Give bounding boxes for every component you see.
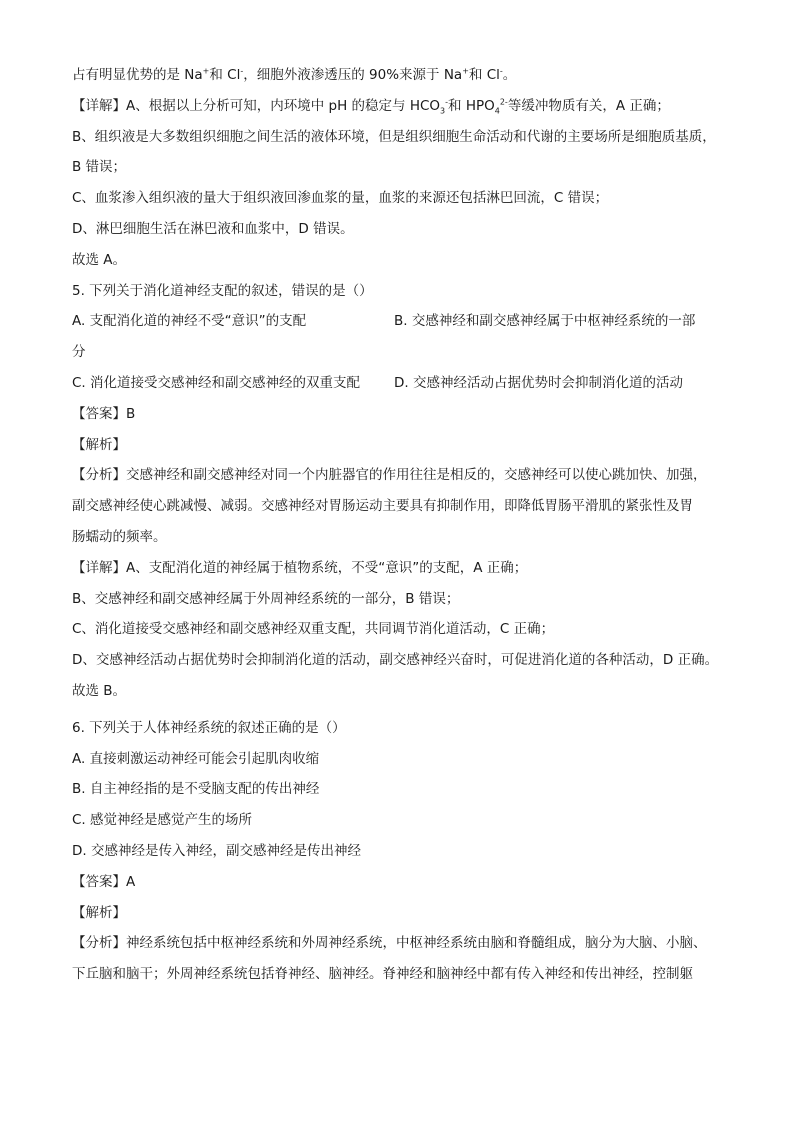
question-5-options-row-1 <box>72 306 732 337</box>
option-c: C. 消化道接受交感神经和副交感神经的双重支配 <box>72 374 361 391</box>
detail-text: 【详解】A、支配消化道的神经属于植物系统，不受“意识”的支配，A 正确； <box>72 559 528 576</box>
option-b: B. 自主神经指的是不受脑支配的传出神经 <box>72 781 320 798</box>
option-d: D. 交感神经活动占据优势时会抑制消化道的活动 <box>394 374 683 391</box>
subscript: 3 <box>440 106 446 116</box>
superscript: + <box>462 66 469 76</box>
text-span: 【详解】A、根据以上分析可知，内环境中 pH 的稳定与 HCO <box>72 97 441 114</box>
question-5-stem: 5. 下列关于消化道神经支配的叙述，错误的是（） <box>72 282 373 299</box>
detail-text: B、交感神经和副交感神经属于外周神经系统的一部分，B 错误； <box>72 590 460 607</box>
text-line: B 错误； <box>72 159 127 176</box>
text-span: 和 Cl <box>468 67 500 83</box>
option-d: D. 交感神经是传入神经，副交感神经是传出神经 <box>72 842 361 859</box>
text-span: 。 <box>502 67 517 83</box>
option-b-continuation: 分 <box>72 344 86 361</box>
text-span: 占有明显优势的是 Na <box>72 67 203 83</box>
answer-selection: 故选 A。 <box>72 251 127 268</box>
option-a: A. 支配消化道的神经不受“意识”的支配 <box>72 313 307 330</box>
superscript: - <box>240 66 244 76</box>
superscript: 2- <box>499 97 508 107</box>
analysis-text: 【分析】神经系统包括中枢神经系统和外周神经系统，中枢神经系统由脑和脊髓组成，脑分为大脑、小脑、 <box>72 935 707 952</box>
option-b: B. 交感神经和副交感神经属于中枢神经系统的一部 <box>394 313 696 330</box>
analysis-text: 肠蠕动的频率。 <box>72 528 167 545</box>
analysis-text: 下丘脑和脑干；外周神经系统包括脊神经、脑神经。脊神经和脑神经中都有传入神经和传出神经，控制躯 <box>72 966 693 983</box>
text-span: 和 HPO <box>448 97 495 114</box>
answer-label: 【答案】A <box>72 873 136 890</box>
text-span: 等缓冲物质有关，A 正确； <box>507 97 670 114</box>
subscript: 4 <box>494 106 500 116</box>
analysis-text: 【分析】交感神经和副交感神经对同一个内脏器官的作用往往是相反的，交感神经可以使心跳加快、加强， <box>72 467 707 484</box>
detail-text: D、交感神经活动占据优势时会抑制消化道的活动，副交感神经兴奋时，可促进消化道的各种活动，D 正确。 <box>72 652 719 669</box>
question-6-stem: 6. 下列关于人体神经系统的叙述正确的是（） <box>72 719 346 736</box>
superscript: + <box>202 66 210 76</box>
analysis-heading: 【解析】 <box>72 436 126 453</box>
superscript: - <box>499 66 503 76</box>
answer-selection: 故选 B。 <box>72 682 127 699</box>
superscript: - <box>445 97 449 107</box>
text-span: 和 Cl <box>209 67 241 83</box>
text-span: ，细胞外液渗透压的 90%来源于 Na <box>243 67 463 83</box>
option-a: A. 直接刺激运动神经可能会引起肌肉收缩 <box>72 750 320 767</box>
answer-label: 【答案】B <box>72 405 136 422</box>
analysis-heading: 【解析】 <box>72 904 126 921</box>
text-line: C、血浆渗入组织液的量大于组织液回渗血浆的量，血浆的来源还包括淋巴回流，C 错误； <box>72 190 609 207</box>
detail-text: C、消化道接受交感神经和副交感神经双重支配，共同调节消化道活动，C 正确； <box>72 621 555 638</box>
text-line: B、组织液是大多数组织细胞之间生活的液体环境，但是组织细胞生命活动和代谢的主要场所是细胞质基质， <box>72 128 716 145</box>
document-page <box>72 60 732 990</box>
option-c: C. 感觉神经是感觉产生的场所 <box>72 812 253 829</box>
text-line: D、淋巴细胞生活在淋巴液和血浆中，D 错误。 <box>72 220 354 237</box>
text-line-ion-composition <box>72 60 732 91</box>
analysis-text: 副交感神经使心跳减慢、减弱。交感神经对胃肠运动主要具有抑制作用，即降低胃肠平滑肌的紧张性及胃 <box>72 498 693 515</box>
text-line-detail-a <box>72 91 732 122</box>
question-5-options-row-2 <box>72 368 732 399</box>
